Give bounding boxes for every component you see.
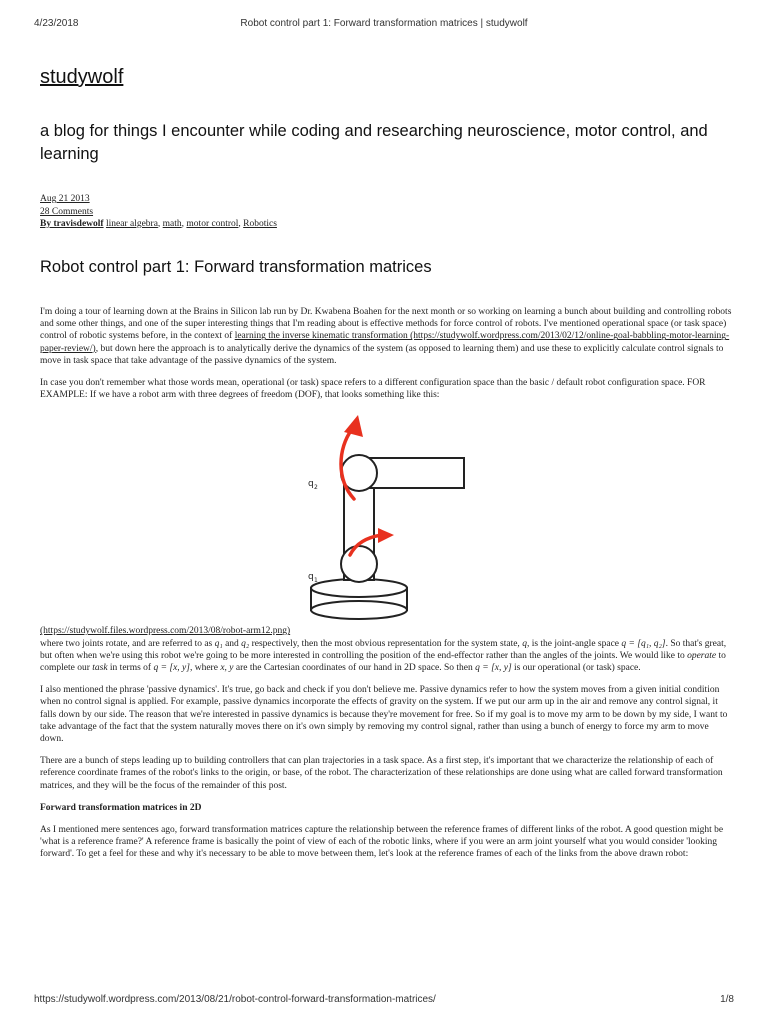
robot-arm-diagram xyxy=(308,407,468,623)
page-number: 1/8 xyxy=(720,994,734,1005)
q2-label: q xyxy=(308,479,314,490)
print-header xyxy=(34,18,734,32)
emphasis-operate: operate xyxy=(687,650,717,661)
print-footer xyxy=(34,994,734,1008)
paragraph-steps: There are a bunch of steps leading up to building controllers that can plan trajectories in a task space. As a first step, it's important that we characterize the relationship of each of reference coordinate frames of the robot's links to the origin, or base, of the robot. The characterization of these relationships are done using what are called forward transformation matrices, and they will be the focus of the remainder of this post. xyxy=(40,756,723,791)
math-task-vector: q = [x, y] xyxy=(153,663,190,674)
math-task-vector: q = [x, y] xyxy=(475,663,512,674)
paragraph-intro xyxy=(40,306,734,367)
print-date: 4/23/2018 xyxy=(34,18,79,29)
paragraph-passive-dynamics: I also mentioned the phrase 'passive dynamics'. It's true, go back and check if you don't believe me. Passive dynamics refer to how the system moves from a given initial condition when no control signal is applied. For example, passive dynamics incorporate the effects of gravity on the system. If we put our arm up in the air and remove any control signal, it falls down by our side. The reason that we're interested in passive dynamics is because they're movement for free. So if my goal is to move my arm to be down by my side, I want to take advantage of the fact that the system naturally moves there on it's own simply by removing my control signal, rather than using a bunch of energy to force my arm to move down. xyxy=(40,685,728,745)
q1-label-subscript: 1 xyxy=(314,577,318,585)
paragraph-text: . So that's great, but often when we're using this robot we're going to be more interested in controlling the position of the end-effector rather than the angles of the joints. We would like to xyxy=(40,638,727,661)
paragraph-joint-space xyxy=(40,638,734,675)
category-separator: , xyxy=(157,219,161,229)
paragraph-text: and xyxy=(222,638,242,649)
math-xy: x, y xyxy=(220,663,234,674)
math-joint-vector: q = [q₁, q₂] xyxy=(621,638,666,649)
paragraph-text: , but down here the approach is to analytically derive the dynamics of the system (as opposed to learning them) and use these to explicitly calculate control signals to move in task space that take advantage of the passive dynamics of the system. xyxy=(40,343,724,366)
post-content xyxy=(40,306,734,871)
q1-arrowhead xyxy=(378,528,394,543)
math-q1: q₁ xyxy=(214,638,223,649)
q2-label-subscript: 2 xyxy=(314,484,318,492)
category-link-math[interactable]: math xyxy=(162,219,182,229)
category-separator: , xyxy=(238,219,241,229)
section-heading: Forward transformation matrices in 2D xyxy=(40,802,202,813)
q2-arrowhead xyxy=(344,415,363,437)
category-link-linear-algebra[interactable]: linear algebra xyxy=(105,219,158,229)
paragraph-text: in terms of xyxy=(107,663,154,674)
post-meta xyxy=(40,193,277,231)
post-date-link[interactable]: Aug 21 2013 xyxy=(40,194,90,204)
paragraph-text: respectively, then the most obvious representation for the system state, xyxy=(249,638,523,649)
paragraph-text: is our operational (or task) space. xyxy=(511,663,641,674)
robot-base-bottom xyxy=(311,601,407,619)
author-link[interactable]: By travisdewolf xyxy=(40,219,104,229)
q1-label: q xyxy=(308,572,314,583)
paragraph-text: I'm doing a tour of learning down at the Brains in Silicon lab run by Dr. Kwabena Boahen for the next month or so working on learning a bunch about building and controlling robots and some other things, and one of the super interesting things that I'm reading about is effective methods for force control of robots. I've mentioned operational space (or task space) control of robotic systems before, in the context of xyxy=(40,307,732,342)
paragraph-reference-frames: As I mentioned mere sentences ago, forward transformation matrices capture the relationship between the reference frames of different links of the robot. A good question might be 'what is a reference frame?' A reference frame is basically the point of view of each of the robotic links, where if you were an arm joint yourself what you would consider 'looking forward'. To get a feel for these and why it's necessary to be able to move between them, let's look at the reference frames of each of the links from the above drawn robot: xyxy=(40,825,724,860)
print-url: https://studywolf.wordpress.com/2013/08/21/robot-control-forward-transformation-matrices/ xyxy=(34,994,436,1005)
math-q: q xyxy=(522,638,527,649)
paragraph-text: where two joints rotate, and are referred to as xyxy=(40,638,215,649)
math-q2: q₂ xyxy=(241,638,250,649)
post-title: Robot control part 1: Forward transformation matrices xyxy=(40,258,432,276)
site-title-link[interactable]: studywolf xyxy=(40,66,124,88)
site-tagline: a blog for things I encounter while coding and researching neuroscience, motor control, and learning xyxy=(40,122,708,163)
emphasis-task: task xyxy=(92,663,108,674)
robot-joint-1 xyxy=(341,546,377,582)
figure-source-paragraph xyxy=(40,625,734,637)
paragraph-text: , is the joint-angle space xyxy=(526,638,622,649)
category-link-robotics[interactable]: Robotics xyxy=(243,219,277,229)
paragraph-text: to complete our xyxy=(40,650,726,674)
print-page-title: Robot control part 1: Forward transformation matrices | studywolf xyxy=(240,18,528,29)
paragraph-text: , where xyxy=(189,663,221,674)
comments-link[interactable]: 28 Comments xyxy=(40,206,94,217)
figure-image-link[interactable]: (https://studywolf.files.wordpress.com/2013/08/robot-arm12.png) xyxy=(40,626,291,637)
paragraph-text: are the Cartesian coordinates of our hand in 2D space. So then xyxy=(233,663,476,674)
inverse-kinematics-link[interactable]: learning the inverse kinematic transformation (https://studywolf.wordpress.com/2013/02/12/online-goal-babbling-motor-learning-paper-review/) xyxy=(40,331,730,354)
category-separator: , xyxy=(181,219,185,229)
category-link-motor-control[interactable]: motor control xyxy=(186,219,239,229)
robot-arm-figure xyxy=(40,407,734,625)
paragraph-operational-space: In case you don't remember what those words mean, operational (or task) space refers to a different configuration space than the basic / default robot configuration space. FOR EXAMPLE: If we have a robot arm with three degrees of freedom (DOF), that looks something like this: xyxy=(40,378,706,401)
